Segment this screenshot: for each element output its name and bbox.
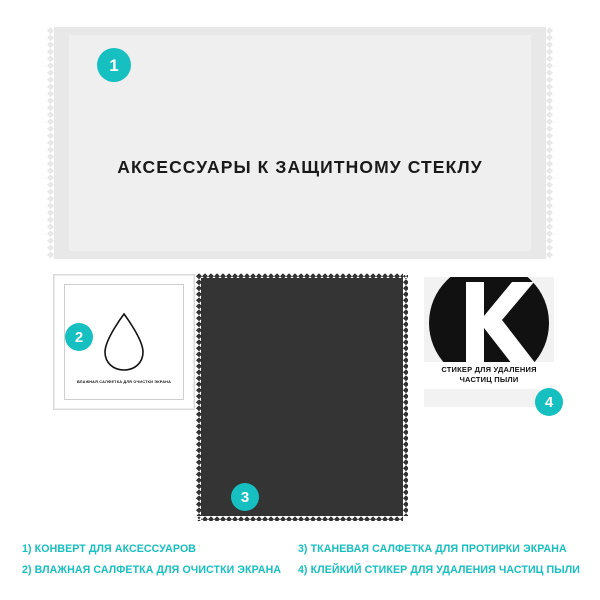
legend-item-4: 4) КЛЕЙКИЙ СТИКЕР ДЛЯ УДАЛЕНИЯ ЧАСТИЦ ПЫЛИ [297,564,580,576]
sticker-label-line1: СТИКЕР ДЛЯ УДАЛЕНИЯ [441,364,537,374]
envelope-perforation-left [47,27,54,259]
sticker-label [424,362,554,389]
badge-2: 2 [65,323,93,351]
dust-removal-sticker [424,277,554,407]
sachet-caption: ВЛАЖНАЯ САЛФЕТКА ДЛЯ ОЧИСТКИ ЭКРАНА [76,380,172,385]
microfiber-cloth [196,273,408,521]
legend-item-1: 1) КОНВЕРТ ДЛЯ АКСЕССУАРОВ [22,543,197,555]
legend-column-right [298,543,580,576]
sticker-label-line2: ЧАСТИЦ ПЫЛИ [459,374,519,384]
legend-item-3: 3) ТКАНЕВАЯ САЛФЕТКА ДЛЯ ПРОТИРКИ ЭКРАНА [297,543,567,555]
legend-item-2: 2) ВЛАЖНАЯ САЛФЕТКА ДЛЯ ОЧИСТКИ ЭКРАНА [22,564,282,576]
envelope-inner-sheet [69,35,531,251]
badge-3: 3 [231,483,259,511]
legend-column-left [22,543,281,576]
cloth-edge-top [196,273,408,278]
water-drop-icon [101,311,147,373]
cloth-edge-right [403,273,408,521]
envelope-perforation-right [546,27,553,259]
legend [22,543,580,576]
badge-4: 4 [535,388,563,416]
cloth-edge-bottom [196,516,408,521]
cloth-edge-left [196,273,201,521]
badge-1: 1 [97,48,131,82]
envelope-title: АКСЕССУАРЫ К ЗАЩИТНОМУ СТЕКЛУ [117,157,483,177]
